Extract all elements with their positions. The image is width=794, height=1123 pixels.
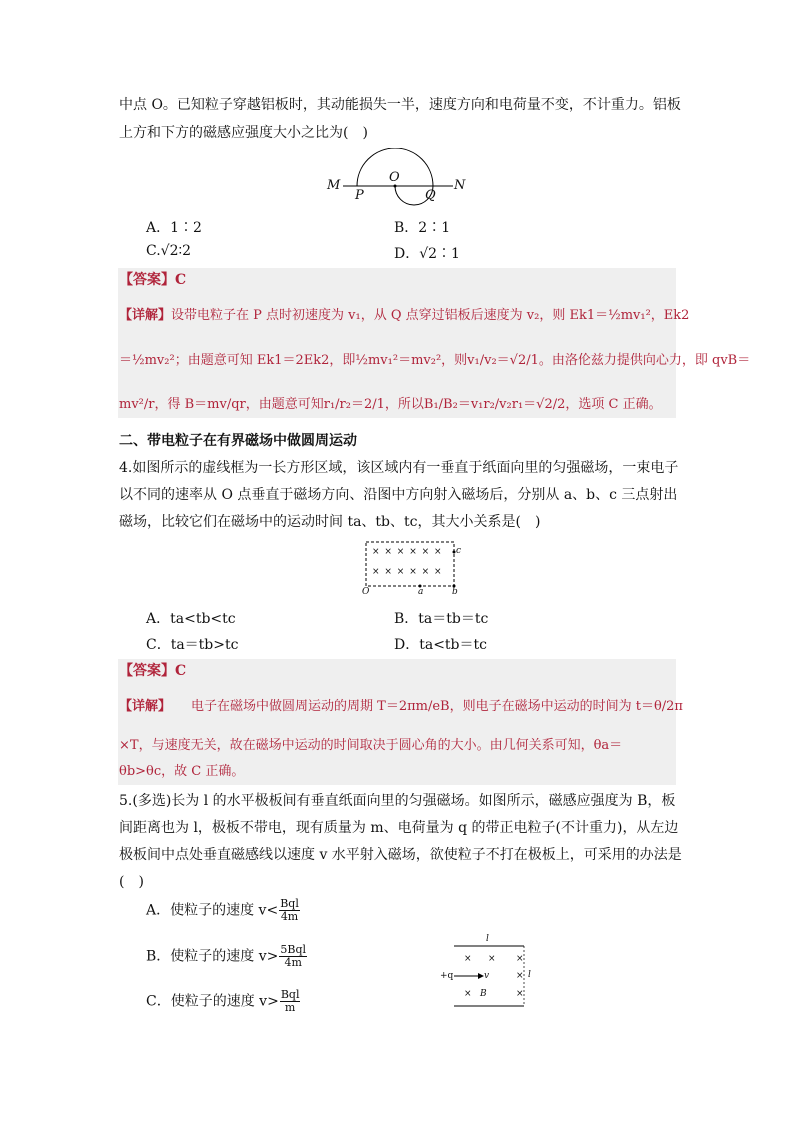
q4-label-b: b (452, 587, 458, 597)
q4-field-row1: × × × × × × (372, 547, 443, 557)
q5-label-b: B (480, 989, 487, 999)
q5-field-x3: × (516, 954, 524, 964)
q4-field-row2: × × × × × × (372, 567, 443, 577)
q5-option-c (146, 989, 301, 1014)
q3-text-line2: 上方和下方的磁感应强度大小之比为( ) (119, 125, 368, 141)
q5-option-a-denominator: 4m (280, 910, 299, 923)
q5-label-l-side: l (528, 970, 531, 980)
q4-option-b: B．ta＝tb＝tc (394, 611, 489, 627)
q5-field-x1: × (464, 954, 472, 964)
q5-option-c-denominator: m (284, 1001, 296, 1014)
q3-detail-line2: ＝½mv₂²；由题意可知 Ek1＝2Ek2，即½mv₁²＝mv₂²，则v₁/v₂＝√2/1。由洛伦兹力提供向心力，即 qvB＝ (119, 353, 751, 368)
q4-label-a: a (418, 587, 424, 597)
q5-option-a (146, 898, 301, 923)
q3-option-c: C.√2∶2 (146, 243, 192, 259)
q3-label-q: Q (425, 188, 436, 203)
q4-option-a: A．ta<tb<tc (146, 611, 236, 627)
q5-label-q: +q (440, 971, 454, 981)
q3-text-line1: 中点 O。已知粒子穿越铝板时，其动能损失一半，速度方向和电荷量不变，不计重力。铝板 (119, 97, 681, 113)
q3-detail-line3: mv²/r，得 B＝mv/qr，由题意可知r₁/r₂＝2/1，所以B₁/B₂＝v₁r₂/v₂r₁＝√2/2，选项 C 正确。 (119, 397, 662, 412)
q5-field-x6: × (516, 989, 524, 999)
q3-answer: 【答案】C (119, 272, 187, 288)
q4-label-c: c (456, 546, 462, 556)
q3-option-a: A．1∶2 (146, 220, 202, 236)
q4-detail-line2: ×T，与速度无关，故在磁场中运动的时间取决于圆心角的大小。由几何关系可知，θa＝ (119, 738, 623, 753)
q3-detail-line1 (119, 306, 689, 326)
q4-detail-label: 【详解】 (119, 699, 172, 714)
q3-label-p: P (355, 188, 364, 203)
q5-option-c-text: C．使粒子的速度 v> (146, 993, 279, 1010)
q5-option-a-numerator: Bql (280, 897, 299, 910)
q5-figure (440, 936, 540, 1016)
q4-detail-text1: 电子在磁场中做圆周运动的周期 T＝2πm/eB，则电子在磁场中运动的时间为 t＝θ/2π (191, 699, 683, 714)
q5-text-line1: 5.(多选)长为 l 的水平极板间有垂直纸面向里的匀强磁场。如图所示，磁感应强度为 B，板 (119, 793, 676, 809)
q5-option-b (146, 944, 308, 969)
q5-field-x4: × (516, 971, 524, 981)
q3-detail-label: 【详解】 (119, 308, 172, 323)
q5-field-x5: × (464, 989, 472, 999)
q3-label-m: M (327, 178, 341, 193)
q4-text-line2: 以不同的速率从 O 点垂直于磁场方向、沿图中方向射入磁场后，分别从 a、b、c 三点射出 (119, 487, 678, 503)
q4-label-o: O (362, 587, 370, 597)
q5-field-x2: × (488, 954, 496, 964)
q5-option-b-numerator: 5Bql (280, 943, 307, 956)
q5-text-line3: 极板间中点处垂直磁感线以速度 v 水平射入磁场，欲使粒子不打在极板上，可采用的办法是 (119, 847, 682, 863)
q5-option-c-numerator: Bql (280, 988, 300, 1001)
q5-option-b-denominator: 4m (284, 956, 302, 969)
q4-answer: 【答案】C (119, 663, 187, 679)
q3-figure (325, 148, 475, 208)
q5-option-a-text: A．使粒子的速度 v< (146, 902, 279, 919)
q4-text-line3: 磁场，比较它们在磁场中的运动时间 ta、tb、tc，其大小关系是( ) (119, 514, 541, 530)
q4-option-d: D．ta<tb＝tc (394, 637, 487, 653)
q4-figure (358, 538, 468, 600)
section-heading: 二、带电粒子在有界磁场中做圆周运动 (119, 433, 357, 449)
q5-text-line4: ( ) (119, 874, 144, 890)
q4-detail-line1 (119, 697, 683, 717)
q3-label-n: N (454, 178, 466, 193)
q3-label-o: O (389, 170, 400, 185)
q5-label-l-top: l (486, 934, 489, 944)
q5-option-b-text: B．使粒子的速度 v> (146, 948, 279, 965)
q3-detail-text1: 设带电粒子在 P 点时初速度为 v₁，从 Q 点穿过铝板后速度为 v₂，则 Ek1＝½mv₁²，Ek2 (171, 308, 690, 323)
q3-option-b: B．2∶1 (394, 220, 451, 236)
q4-option-c: C．ta＝tb>tc (146, 637, 239, 653)
q4-text-line1: 4.如图所示的虚线框为一长方形区域，该区域内有一垂直于纸面向里的匀强磁场，一束电子 (119, 460, 679, 476)
q3-option-d: D．√2∶1 (394, 246, 460, 262)
q5-text-line2: 间距离也为 l，极板不带电，现有质量为 m、电荷量为 q 的带正电粒子(不计重力)，从左边 (119, 820, 679, 836)
q4-detail-line3: θb>θc，故 C 正确。 (119, 764, 245, 779)
q5-label-v: v (484, 971, 490, 981)
